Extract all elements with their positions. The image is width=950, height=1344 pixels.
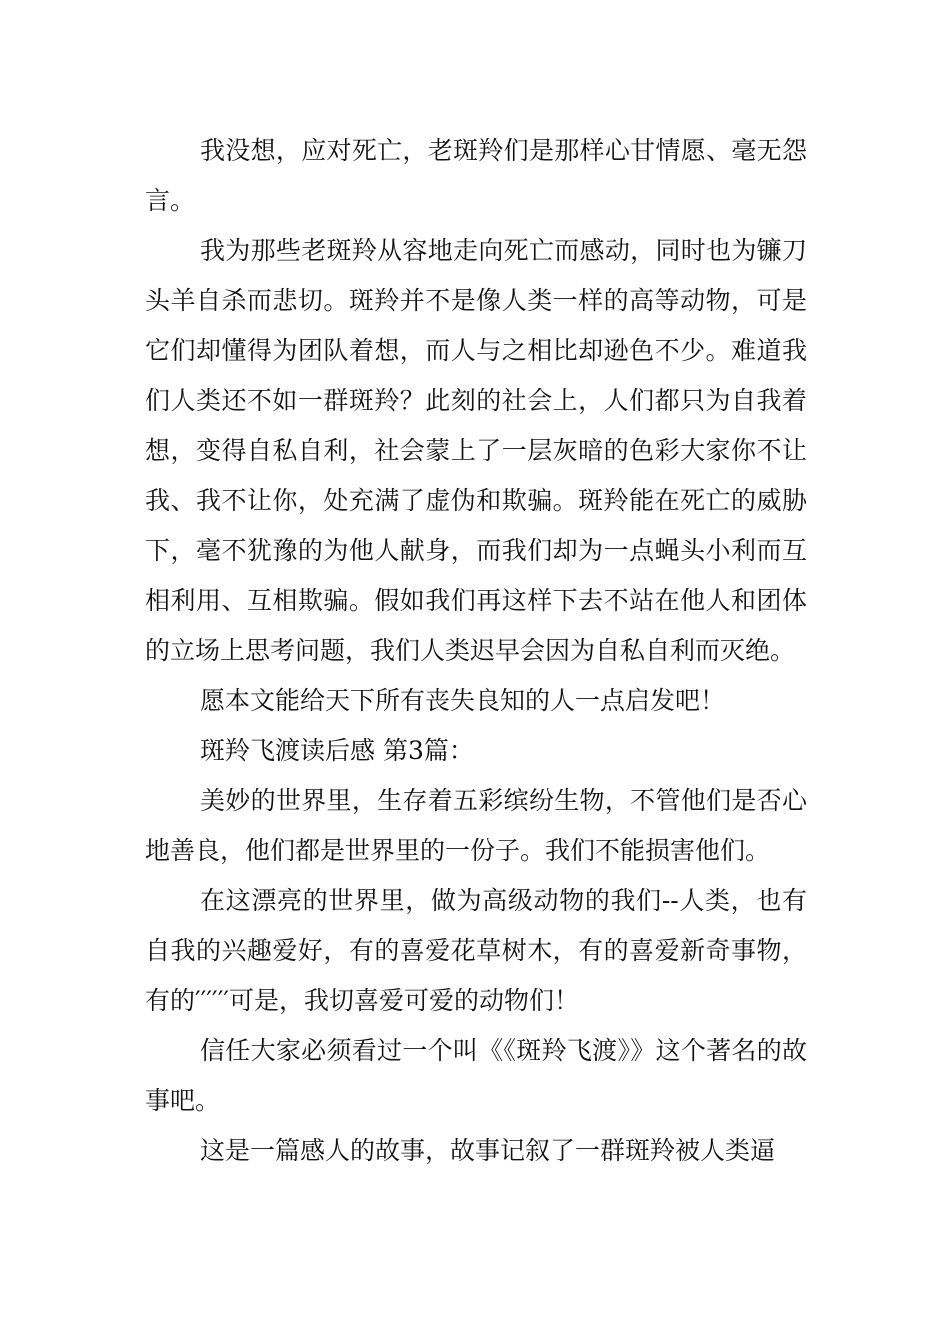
paragraph-5: 在这漂亮的世界里，做为高级动物的我们--人类，也有自我的兴趣爱好，有的喜爱花草树木，有的喜爱新奇事物，有的′′′′′′可是，我切喜爱可爱的动物们！ <box>145 886 807 1015</box>
paragraph-2: 我为那些老斑羚从容地走向死亡而感动，同时也为镰刀头羊自杀而悲切。斑羚并不是像人类一样的高等动物，可是它们却懂得为团队着想，而人与之相比却逊色不少。难道我们人类还不如一群斑羚？此刻的社会上，人们都只为自我着想，变得自私自利，社会蒙上了一层灰暗的色彩大家你不让我、我不让你，处充满了虚伪和欺骗。斑羚能在死亡的威胁下，毫不犹豫的为他人献身，而我们却为一点蝇头小利而互相利用、互相欺骗。假如我们再这样下去不站在他人和团体的立场上思考问题，我们人类迟早会因为自私自利而灭绝。 <box>145 236 807 665</box>
paragraph-1: 我没想，应对死亡，老斑羚们是那样心甘情愿、毫无怨言。 <box>145 136 807 215</box>
document-body <box>145 126 807 1176</box>
section-heading: 斑羚飞渡读后感 第3篇： <box>200 736 474 765</box>
paragraph-4: 美妙的世界里，生存着五彩缤纷生物，不管他们是否心地善良，他们都是世界里的一份子。我们不能损害他们。 <box>145 786 807 865</box>
paragraph-7: 这是一篇感人的故事，故事记叙了一群斑羚被人类逼 <box>200 1136 776 1165</box>
paragraph-6: 信任大家必须看过一个叫《《斑羚飞渡》》这个著名的故事吧。 <box>145 1036 807 1115</box>
paragraph-3: 愿本文能给天下所有丧失良知的人一点启发吧！ <box>200 686 726 715</box>
